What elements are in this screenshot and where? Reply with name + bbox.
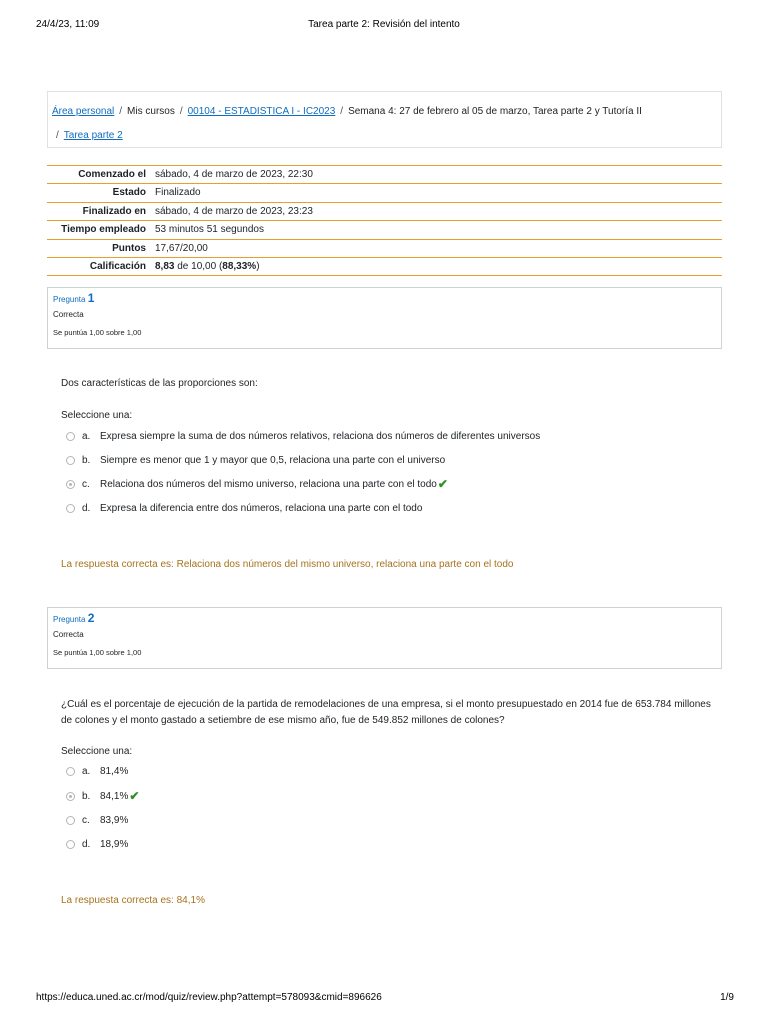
answer-text: 83,9%: [100, 814, 129, 826]
summary-label: Finalizado en: [82, 205, 146, 217]
summary-row-grade: [47, 258, 722, 276]
summary-value: [150, 258, 260, 275]
correct-answer-feedback: La respuesta correcta es: 84,1%: [61, 895, 205, 906]
summary-value: Finalizado: [155, 187, 201, 199]
breadcrumb-separator: /: [179, 106, 183, 117]
print-footer: [0, 992, 768, 1006]
answer-text: Expresa siempre la suma de dos números relativos, relaciona dos números de diferentes universos: [100, 430, 541, 442]
question-number: [53, 291, 716, 307]
breadcrumb-activity-link[interactable]: Tarea parte 2: [63, 130, 123, 141]
question-text: ¿Cuál es el porcentaje de ejecución de la partida de remodelaciones de una empresa, si el monto presupuestado en 2014 fue de 653.784 millones de colones y el monto gastado a setiembre de ese mismo año, fue de 549.852 millones de colones?: [61, 699, 711, 726]
breadcrumb-separator: /: [56, 130, 59, 141]
question-state: Correcta: [53, 310, 84, 319]
question-label: Pregunta: [53, 295, 86, 304]
answer-text: 18,9%: [100, 838, 129, 850]
correct-answer-feedback: La respuesta correcta es: Relaciona dos números del mismo universo, relaciona una parte con el todo: [61, 559, 514, 570]
answer-option-selected[interactable]: [66, 476, 448, 492]
answer-letter: d.: [82, 838, 91, 850]
answer-letter: c.: [82, 814, 90, 826]
question-number-value: 2: [87, 611, 95, 625]
summary-row-state: [47, 184, 722, 202]
radio-button[interactable]: [66, 840, 75, 849]
summary-value: 17,67/20,00: [155, 242, 208, 254]
answer-text: 81,4%: [100, 765, 129, 777]
print-page-number: 1/9: [720, 992, 734, 1003]
select-one-prompt: Seleccione una:: [61, 746, 133, 757]
print-header: [0, 19, 768, 33]
check-icon: ✔: [129, 789, 140, 803]
summary-label: Comenzado el: [78, 169, 146, 180]
breadcrumb-my-courses: Mis cursos: [127, 106, 175, 117]
radio-button[interactable]: [66, 767, 75, 776]
breadcrumb: [47, 91, 722, 148]
answer-letter: b.: [82, 454, 91, 466]
answer-option[interactable]: [66, 452, 445, 468]
grade-score: 8,83: [155, 260, 175, 272]
radio-button[interactable]: [66, 504, 75, 513]
breadcrumb-section: Semana 4: 27 de febrero al 05 de marzo, Tarea parte 2 y Tutoría II: [348, 106, 642, 117]
breadcrumb-separator: /: [340, 106, 344, 117]
summary-value: 53 minutos 51 segundos: [155, 224, 264, 236]
question-label: Pregunta: [53, 615, 86, 624]
radio-button[interactable]: [66, 816, 75, 825]
breadcrumb-separator: /: [119, 106, 123, 117]
grade-middle: de 10,00 (: [174, 260, 223, 272]
question-info-box: [47, 607, 722, 669]
answer-text: Expresa la diferencia entre dos números, relaciona una parte con el todo: [100, 502, 423, 514]
question-text: Dos características de las proporciones son:: [61, 378, 258, 389]
answer-option[interactable]: [66, 763, 128, 779]
summary-label: Calificación: [89, 260, 146, 272]
answer-option[interactable]: [66, 500, 422, 516]
radio-button[interactable]: [66, 456, 75, 465]
select-one-prompt: Seleccione una:: [61, 410, 133, 421]
answer-option-selected[interactable]: [66, 788, 139, 804]
question-info-box: [47, 287, 722, 349]
answer-option[interactable]: [66, 836, 128, 852]
answer-letter: d.: [82, 502, 91, 514]
check-icon: ✔: [437, 477, 448, 491]
answer-option[interactable]: [66, 812, 128, 828]
answer-letter: a.: [82, 765, 91, 777]
question-number-value: 1: [87, 291, 95, 305]
summary-label: Tiempo empleado: [61, 224, 146, 236]
print-page-title: Tarea parte 2: Revisión del intento: [308, 19, 460, 30]
answer-text: 84,1%: [100, 790, 129, 802]
answer-letter: c.: [82, 478, 90, 490]
summary-row-time-taken: [47, 221, 722, 239]
summary-value: sábado, 4 de marzo de 2023, 23:23: [155, 205, 313, 217]
summary-row-points: [47, 240, 722, 258]
answer-text: Relaciona dos números del mismo universo, relaciona una parte con el todo: [100, 478, 437, 490]
question-grade: Se puntúa 1,00 sobre 1,00: [53, 648, 142, 657]
answer-letter: b.: [82, 790, 91, 802]
summary-value: sábado, 4 de marzo de 2023, 22:30: [155, 169, 313, 180]
grade-percent: 88,33%: [222, 260, 257, 272]
radio-button[interactable]: [66, 432, 75, 441]
grade-end: ): [256, 260, 260, 272]
print-url: https://educa.uned.ac.cr/mod/quiz/review.php?attempt=578093&cmid=896626: [36, 992, 382, 1003]
breadcrumb-home-link[interactable]: Área personal: [52, 106, 115, 117]
question-state: Correcta: [53, 630, 84, 639]
breadcrumb-course-link[interactable]: 00104 - ESTADISTICA I - IC2023: [187, 106, 336, 117]
answer-text: Siempre es menor que 1 y mayor que 0,5, relaciona una parte con el universo: [100, 454, 446, 466]
summary-row-finished: [47, 203, 722, 221]
print-datetime: 24/4/23, 11:09: [36, 19, 100, 30]
answer-option[interactable]: [66, 428, 540, 444]
summary-row-started: [47, 166, 722, 184]
question-number: [53, 611, 716, 627]
question-grade: Se puntúa 1,00 sobre 1,00: [53, 328, 142, 337]
radio-button-checked[interactable]: [66, 792, 75, 801]
attempt-summary-table: [47, 165, 722, 276]
answer-letter: a.: [82, 430, 91, 442]
summary-label: Puntos: [112, 242, 146, 254]
summary-label: Estado: [112, 187, 146, 199]
radio-button-checked[interactable]: [66, 480, 75, 489]
